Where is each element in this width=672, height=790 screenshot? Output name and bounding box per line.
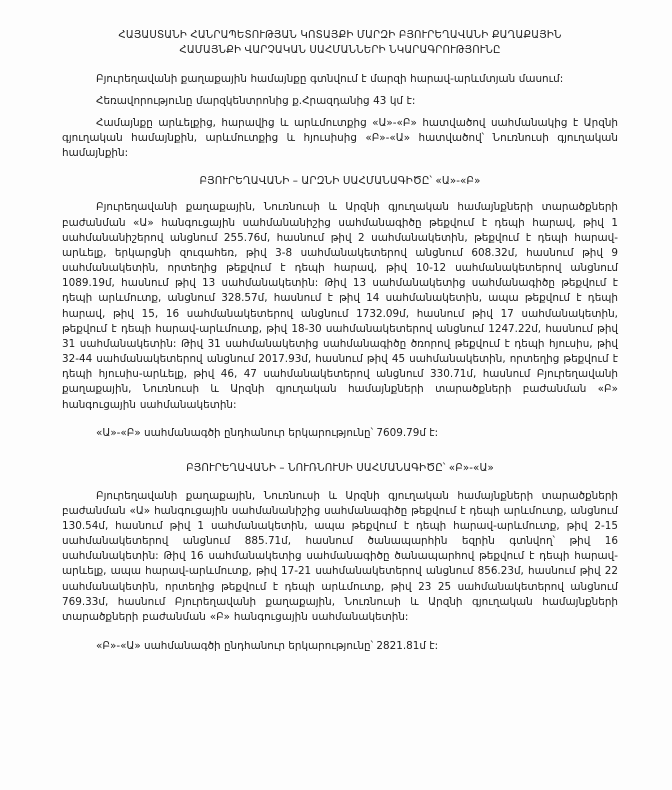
- section-heading-b-a: ԲՅՈՒՐԵՂԱՎԱՆԻ – ՆՈՒՌՆՈՒՍԻ ՍԱՀՄԱՆԱԳԻԾԸ՝ «Բ»-«Ա»: [186, 461, 494, 474]
- intro-paragraph-1: Բյուրեղավանի քաղաքային համայնքը գտնվում է մարզի հարավ-արևմտյան մասում:: [96, 73, 564, 85]
- section-body-a-b: Բյուրեղավանի քաղաքային, Նուռնուսի և Արզնի գյուղական համայնքների տարածքների բաժանման «Ա» հանգուցային սահմանանիշից սահմանագիծը թեքվում է դեպի հարավ, թիվ 1 սահմանանիշերով անցնում 255.76մ, հասնում թիվ 2 սահմանակետին, թեքվում է դեպի հարավ-արևելք, երկարցնի զուգահեռ, թիվ 3-8 սահմանակետերով անցնում 608.32մ, հասնում թիվ 9 սահմանակետին, որտեղից թեքվում է դեպի հարավ, թիվ 10-12 սահմանակետերով անցնում 1089.19մ, հասնում թիվ 13 սահմանակետին: Թիվ 13 սահմանակետից սահմանագիծը թեքվում է դեպի արևմուտք, անցնում 328.57մ, հասնում է թիվ 14 սահմանակետին, ապա թեքվում է դեպի հարավ, թիվ 15, 16 սահմանակետերով անցնում 1732.09մ, հասնում թիվ 17 սահմանակետին, թեքվում է դեպի հարավ-արևմուտք, թիվ 18-30 սահմանակետերով անցնում 1247.22մ, հասնում թիվ 31 սահմանակետին: Թիվ 31 սահմանակետից սահմանագիծը ծռորով թեքվում է դեպի հյուսիս, թիվ 32-44 սահմանակետերով անցնում 2017.93մ, հասնում թիվ 45 սահմանակետին, որտեղից թեքվում է դեպի հյուսիս-արևելք, թիվ 46, 47 սահմանակետերով անցնում 330.71մ, հասնում Բյուրեղավանի քաղաքային, Նուռնուսի և Արզնի գյուղական համայնքների տարածքների բաժանման «Բ» հանգուցային սահմանակետին:: [62, 201, 618, 411]
- section-body-b-a: Բյուրեղավանի քաղաքային, Նուռնուսի և Արզնի գյուղական համայնքների տարածքների բաժանման «Ա» հանգուցային սահմանանիշից սահմանագիծը թեքվում է դեպի արևմուտք, անցնում 130.54մ, հասնում թիվ 1 սահմանակետին, ապա թեքվում է դեպի հարավ-արևմուտք, թիվ 2-15 սահմանակետերով անցնում 885.71մ, հասնում ծանապարհին եզրին գտնվող՝ թիվ 16 սահմանակետին: Թիվ 16 սահմանակետից սահմանագիծը ծանապարհով թեքվում է դեպի հարավ-արևելք, ապա հարավ-արևմուտք, թիվ 17-21 սահմանակետերով անցնում 856.23մ, հասնում թիվ 22 սահմանակետին, որտեղից թեքվում է դեպի արևմուտք, թիվ 23 25 սահմանակետերով անցնում 769.33մ, հասնում Բյուրեղավանի քաղաքային, Նուռնուսի և Արզնի գյուղական համայնքների տարածքների բաժանման «Բ» հանգուցային սահմանակետին:: [62, 489, 618, 623]
- section-heading-a-b: ԲՅՈՒՐԵՂԱՎԱՆԻ – ԱՐԶՆԻ ՍԱՀՄԱՆԱԳԻԾԸ՝ «Ա»-«Բ»: [199, 175, 481, 188]
- section-total-b-a: «Բ»-«Ա» սահմանագծի ընդհանուր երկարությունը՝ 2821.81մ է:: [96, 640, 439, 653]
- document-title-line-2: ՀԱՄԱՅՆՔԻ ՎԱՐՉԱԿԱՆ ՍԱՀՄԱՆՆԵՐԻ ՆԿԱՐԱԳՐՈՒԹՅՈՒՆԸ: [179, 45, 501, 56]
- document-title-line-1: ՀԱՅԱՍՏԱՆԻ ՀԱՆՐԱՊԵՏՈՒԹՅԱՆ ԿՈՏԱՅՔԻ ՄԱՐԶԻ ԲՅՈՒՐԵՂԱՎԱՆԻ ՔԱՂԱՔԱՅԻՆ: [118, 30, 562, 41]
- intro-paragraph-2: Հեռավորությունը մարզկենտրոնից ք.Հրազդանից 43 կմ է:: [96, 95, 416, 108]
- section-total-a-b: «Ա»-«Բ» սահմանագծի ընդհանուր երկարությունը՝ 7609.79մ է:: [96, 426, 439, 439]
- intro-paragraph-3: Համայնքը արևելքից, հարավից և արևմուտքից «Ա»-«Բ» հատվածով սահմանակից է Արզնի գյուղական համայնքին, արևմուտքից և հյուսիսից «Բ»-«Ա» հատվածով՝ Նուռնուսի գյուղական համայնքին:: [62, 117, 618, 160]
- document-title: [62, 28, 618, 58]
